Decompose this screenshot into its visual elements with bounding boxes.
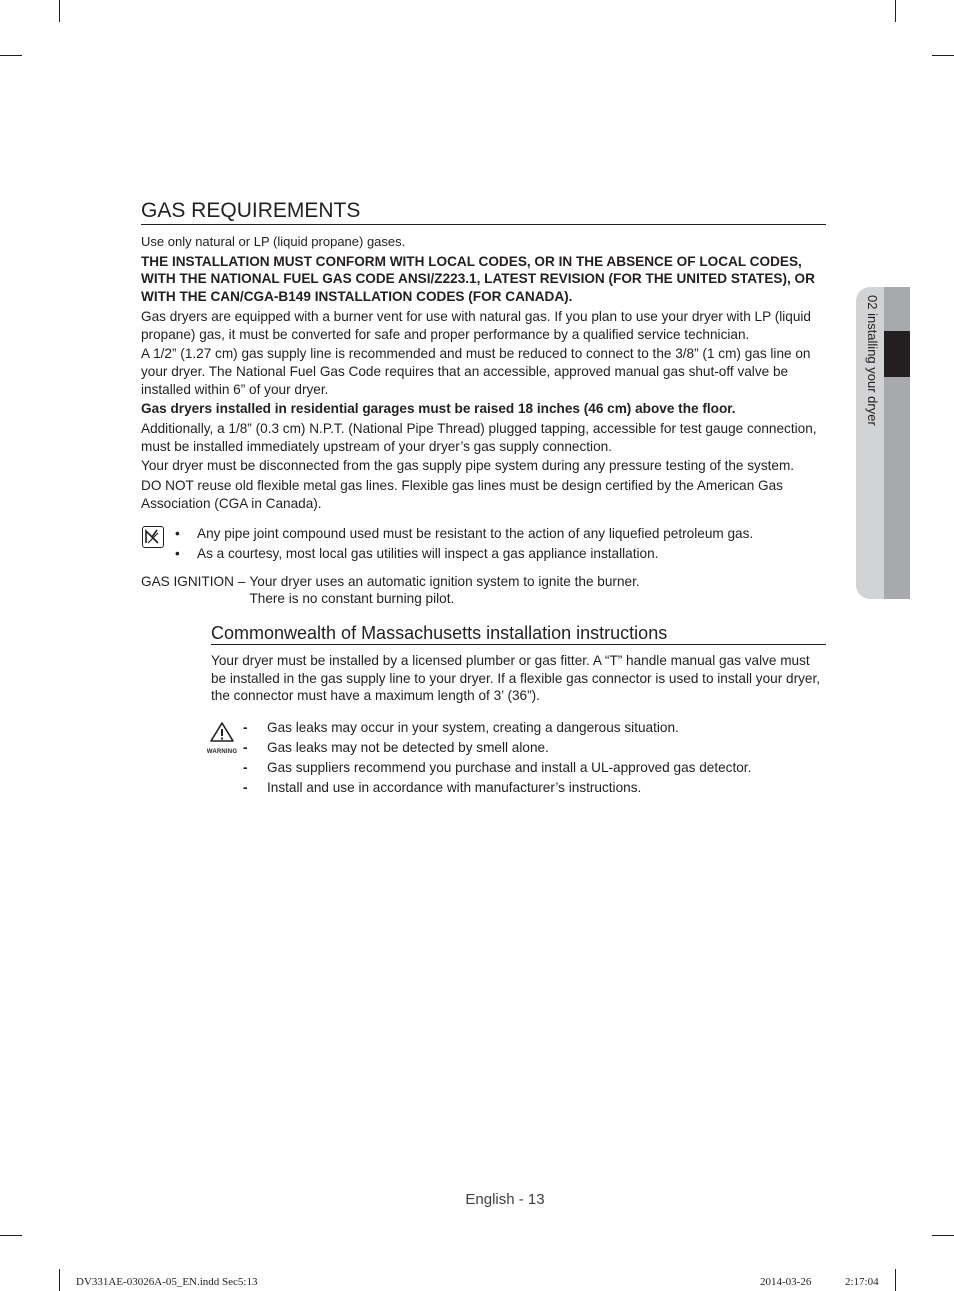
bullet-marker: • <box>175 525 180 541</box>
note-pencil-icon <box>142 526 164 548</box>
disconnect-paragraph: Your dryer must be disconnected from the gas supply pipe system during any pressure testing of the system. <box>141 458 795 474</box>
note-block <box>141 525 826 563</box>
crop-mark <box>0 1235 22 1236</box>
garage-notice: Gas dryers installed in residential garages must be raised 18 inches (46 cm) above the floor. <box>141 401 736 417</box>
title-rule <box>141 224 826 225</box>
dash-marker: - <box>243 760 248 776</box>
subsection-body <box>206 652 826 797</box>
warning-caption: WARNING <box>206 748 238 755</box>
codes-notice: THE INSTALLATION MUST CONFORM WITH LOCAL CODES, OR IN THE ABSENCE OF LOCAL CODES, WITH THE NATIONAL FUEL GAS CODE ANSI/Z223.1, LATEST REVISION (FOR THE UNITED STATES), OR WITH THE CAN/CGA-B149 INSTALLATION CODES (FOR CANADA). <box>141 253 815 305</box>
subsection-header <box>211 622 826 645</box>
burner-paragraph: Gas dryers are equipped with a burner vent for use with natural gas. If you plan to use your dryer with LP (liquid propane) gas, it must be converted for safe and proper performance by a qualified service technician. <box>141 308 811 342</box>
do-not-paragraph <box>141 477 826 512</box>
dash-marker: - <box>243 720 248 736</box>
warning-list <box>211 719 826 797</box>
gas-ignition-line: Your dryer uses an automatic ignition system to ignite the burner. <box>249 573 640 589</box>
do-not-text: reuse old flexible metal gas lines. Flexible gas lines must be design certified by the American Gas Association (CGA in Canada). <box>141 478 783 511</box>
side-tab-label: 02 installing your dryer <box>865 295 880 426</box>
slug-date: 2014-03-26 <box>760 1276 812 1288</box>
note-bullet-text: As a courtesy, most local gas utilities will inspect a gas appliance installation. <box>197 545 659 561</box>
crop-mark <box>59 0 60 22</box>
page-number: English - 13 <box>465 1191 545 1208</box>
crop-mark <box>932 1235 954 1236</box>
warning-text: Gas leaks may occur in your system, creating a dangerous situation. <box>267 720 679 736</box>
tapping-paragraph: Additionally, a 1/8” (0.3 cm) N.P.T. (National Pipe Thread) plugged tapping, accessible for test gauge connection, must be installed immediately upstream of your dryer’s gas supply connection. <box>141 421 817 454</box>
crop-mark <box>59 1269 60 1291</box>
crop-mark <box>932 55 954 56</box>
crop-mark <box>895 0 896 22</box>
warning-text: Gas leaks may not be detected by smell alone. <box>267 740 549 756</box>
gas-ignition-line: There is no constant burning pilot. <box>249 591 455 607</box>
warning-item <box>243 719 826 737</box>
warning-item <box>243 759 826 777</box>
subsection-rule <box>211 644 826 645</box>
subsection-title: Commonwealth of Massachusetts installation instructions <box>211 622 668 643</box>
gas-ignition-label: GAS IGNITION <box>141 573 234 589</box>
warning-block <box>206 719 826 797</box>
gas-ignition-dash: – <box>237 573 246 589</box>
crop-mark <box>895 1269 896 1291</box>
dash-marker: - <box>243 740 248 756</box>
warning-text: Install and use in accordance with manufacturer’s instructions. <box>267 780 642 796</box>
chapter-side-tab <box>856 287 910 599</box>
side-tab-marker <box>884 331 910 377</box>
note-bullet-text: Any pipe joint compound used must be resistant to the action of any liquefied petroleum gas. <box>197 525 754 541</box>
warning-item <box>243 779 826 797</box>
dash-marker: - <box>243 780 248 796</box>
gas-ignition-row <box>141 573 826 608</box>
slug-time: 2:17:04 <box>845 1276 879 1288</box>
warning-item <box>243 739 826 757</box>
note-bullet-item <box>175 545 826 563</box>
page-content <box>141 198 826 799</box>
slug-file: DV331AE-03026A-05_EN.indd Sec5:13 <box>76 1276 258 1288</box>
note-bullet-list <box>141 525 826 563</box>
intro-text: Use only natural or LP (liquid propane) gases. <box>141 234 406 249</box>
massachusetts-paragraph: Your dryer must be installed by a licensed plumber or gas fitter. A “T” handle manual gas valve must be installed in the gas supply line to your dryer. If a flexible gas connector is used to install your dryer, the connector must have a maximum length of 3’ (36”). <box>211 652 821 704</box>
gas-ignition-text <box>249 573 639 608</box>
section-title: GAS REQUIREMENTS <box>141 199 361 222</box>
note-bullet-item <box>175 525 826 543</box>
crop-mark <box>0 55 22 56</box>
page-footer <box>0 1191 954 1208</box>
warning-triangle-icon <box>205 721 239 756</box>
warning-text: Gas suppliers recommend you purchase and install a UL-approved gas detector. <box>267 760 752 776</box>
do-not-label: DO NOT <box>141 478 194 494</box>
bullet-marker: • <box>175 545 180 561</box>
supply-line-paragraph: A 1/2” (1.27 cm) gas supply line is recommended and must be reduced to connect to the 3/8” (1 cm) gas line on your dryer. The National Fuel Gas Code requires that an accessible, approved manual gas shut-off valve be installed within 6” of your dryer. <box>141 346 811 397</box>
